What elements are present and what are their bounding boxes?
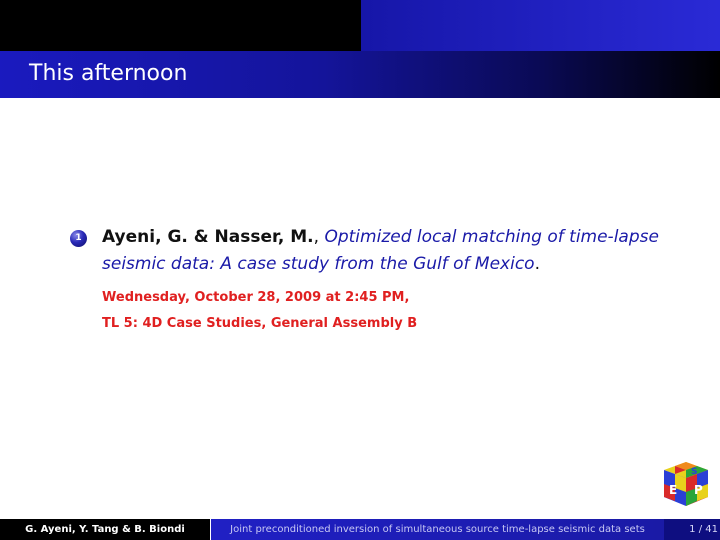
enumerate-bullet: 1	[70, 230, 87, 247]
frame-title-bar	[0, 51, 720, 98]
reference-details	[102, 285, 702, 337]
sep-cube-logo	[661, 460, 711, 508]
reference-paper-title: Optimized local matching of time-lapse seismic data: A case study from the Gulf of Mexico	[102, 227, 659, 274]
nav-right-panel	[361, 0, 720, 51]
logo-letter-s: S	[691, 467, 698, 477]
reference-period: .	[534, 254, 540, 274]
reference-text	[102, 224, 702, 278]
reference-authors: Ayeni, G. & Nasser, M.	[102, 227, 314, 247]
footer-bar	[0, 519, 720, 540]
logo-letter-p: P	[694, 483, 703, 497]
presentation-session: TL 5: 4D Case Studies, General Assembly B	[102, 316, 418, 331]
footer-talk-title: Joint preconditioned inversion of simultaneous source time-lapse seismic data sets	[211, 519, 664, 540]
frame-title: This afternoon	[29, 61, 188, 86]
page-number: 1 / 41	[689, 524, 718, 535]
nav-bar	[0, 0, 720, 51]
presentation-date: Wednesday, October 28, 2009 at 2:45 PM,	[102, 290, 410, 305]
footer-authors: G. Ayeni, Y. Tang & B. Biondi	[0, 519, 210, 540]
logo-letter-e: E	[669, 483, 678, 497]
footer-page-counter	[664, 519, 720, 540]
nav-left-panel	[0, 0, 360, 51]
reference-separator: ,	[313, 227, 320, 247]
